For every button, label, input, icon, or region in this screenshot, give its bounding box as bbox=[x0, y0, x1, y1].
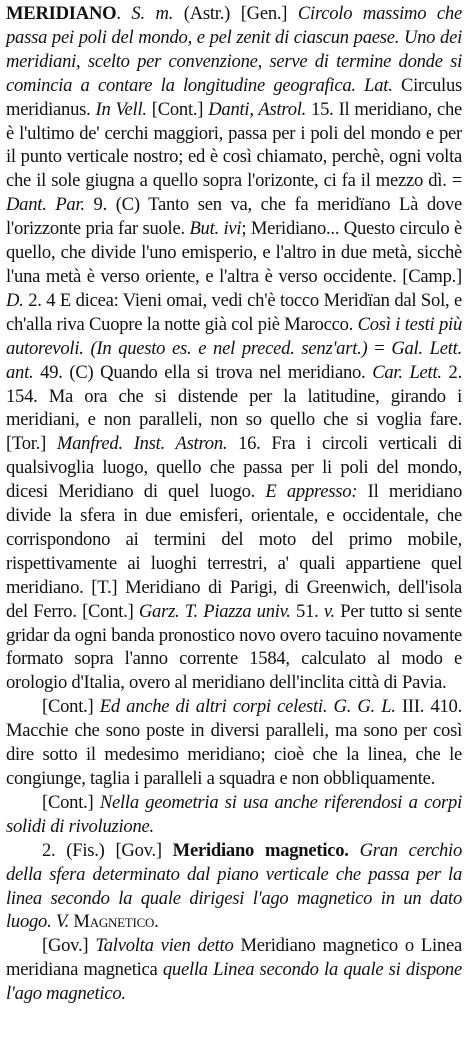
text-run: [Gov.] bbox=[42, 935, 96, 957]
entry-magnetic-meridian-line bbox=[6, 934, 462, 1006]
text-run: v. bbox=[323, 600, 335, 622]
text-run: ; Meridiano... Questo circulo è quello, che divide l'uno emisperio, e l'altro in due metà, sicchè l'una metà è verso oriente, e l'altra è verso occidente. [Camp.] bbox=[6, 218, 462, 287]
text-run bbox=[349, 840, 360, 861]
text-run: 49. (C) Quando ella si trova nel meridiano. bbox=[33, 361, 373, 383]
text-run: [Cont.] bbox=[42, 696, 100, 718]
text-run: Per tutto si sente gridar da ogni banda pronostico novo overo tacuino novamente formato sopra l'anno corrente 1584, calculato al modo e orologio d'Italia, overo al meridiano dell'inclita città di Pavia. bbox=[6, 600, 462, 694]
text-run: quella Linea secondo la quale si dispone l'ago magnetico. bbox=[6, 959, 462, 1005]
text-run: D. bbox=[6, 289, 24, 311]
text-run: 16. Fra i circoli verticali di qualsivoglia luogo, quello che passa per li poli del mondo, dicesi Meridiano di quel luogo. bbox=[6, 433, 462, 503]
text-run: III. 410. Macchie che sono poste in diversi paralleli, ma sono per così dire sotto il medesimo meridiano; cioè che la linea, che le congiunge, taglia i paralleli a squadra e non obbliquamente. bbox=[6, 696, 463, 789]
text-run: 2. (Fis.) [Gov.] bbox=[42, 839, 173, 861]
text-run: Meridiano magnetico o Linea meridiana magnetica bbox=[6, 935, 462, 981]
text-run: Garz. T. Piazza univ. bbox=[138, 600, 291, 622]
text-run: But. ivi bbox=[189, 218, 242, 240]
text-run: Il meridiano divide la sfera in due emisferi, orientale, e occidentale, che corrispondono ai termini del moto del primo mobile, rispettivamente ai luoghi terrestri, a' quali appartiene quel meridiano. [T.] Meridiano di Parigi, di Greenwich, dell'isola del Ferro. [Cont.] bbox=[6, 481, 462, 622]
text-run: Ed anche di altri corpi celesti. G. G. L. bbox=[99, 696, 396, 718]
text-run: E appresso: bbox=[265, 481, 358, 503]
text-run: S. m. bbox=[131, 3, 174, 24]
text-run: = bbox=[367, 337, 392, 359]
text-run: Dant. Par. bbox=[6, 194, 85, 216]
text-run: Circulus meridianus. bbox=[6, 74, 462, 120]
text-run: 2. 4 E dicea: Vieni omai, vedi ch'è tocco Meridïan dal Sol, e ch'alla riva Cuopre la notte già col piè Marocco. bbox=[6, 289, 462, 335]
text-run: [Cont.] bbox=[146, 98, 209, 120]
text-run: Così i testi più autorevoli. (In questo es. e nel preced. senz'art.) bbox=[6, 313, 462, 359]
text-run: MERIDIANO bbox=[6, 3, 117, 24]
text-run: Manfred. Inst. Astron. bbox=[56, 433, 228, 455]
text-run: Nella geometria si usa anche riferendosi a corpi solidi di rivoluzione. bbox=[6, 791, 462, 837]
text-run: Circolo massimo che passa pei poli del mondo, e pel zenit di ciascun paese. Uno dei meridiani, scelto per convenzione, serve di termine donde si comincia a contare la longitudine geografica. Lat. bbox=[6, 3, 462, 96]
entry-geometry-note bbox=[6, 791, 462, 839]
text-run: . bbox=[154, 911, 159, 933]
text-run: Magnetico bbox=[73, 911, 155, 933]
text-run: Talvolta vien detto bbox=[95, 935, 234, 957]
text-run: In Vell. bbox=[95, 98, 147, 120]
entry-magnetic-meridian bbox=[6, 839, 462, 935]
text-run: [Cont.] bbox=[42, 791, 100, 813]
text-run: Gal. Lett. ant. bbox=[6, 337, 462, 383]
text-run: 15. Il meridiano, che è l'ultimo de' cerchi maggiori, passa per i poli del mondo e per il punto verticale nostro; ed è così chiamato, perchè, ogni volta che il sole giugna a quello sopra l'orizonte, ci fa il mezzo dì. = bbox=[6, 98, 463, 192]
text-run: Gran cerchio della sfera determinato dal piano verticale che passa per la linea secondo la quale dirigesi l'ago magnetico in un dato luogo. V. bbox=[6, 839, 462, 933]
entry-celestial-bodies-note bbox=[6, 695, 462, 791]
text-run: 51. bbox=[290, 600, 324, 622]
text-run: Meridiano magnetico. bbox=[172, 839, 349, 861]
text-run: Car. Lett. bbox=[372, 361, 442, 383]
text-run: Danti, Astrol. bbox=[208, 98, 307, 120]
text-run: (Astr.) [Gen.] bbox=[173, 3, 298, 24]
text-run: 2. 154. Ma ora che si distende per la latitudine, girando i meridiani, e non paralleli, non so quello che si voglia fare. [Tor.] bbox=[6, 361, 462, 455]
text-run: 9. (C) Tanto sen va, che fa meridïano Là dove l'orizzonte pria far suole. bbox=[6, 194, 462, 240]
entry-meridiano-definition bbox=[6, 2, 462, 695]
text-run: . bbox=[116, 3, 132, 24]
